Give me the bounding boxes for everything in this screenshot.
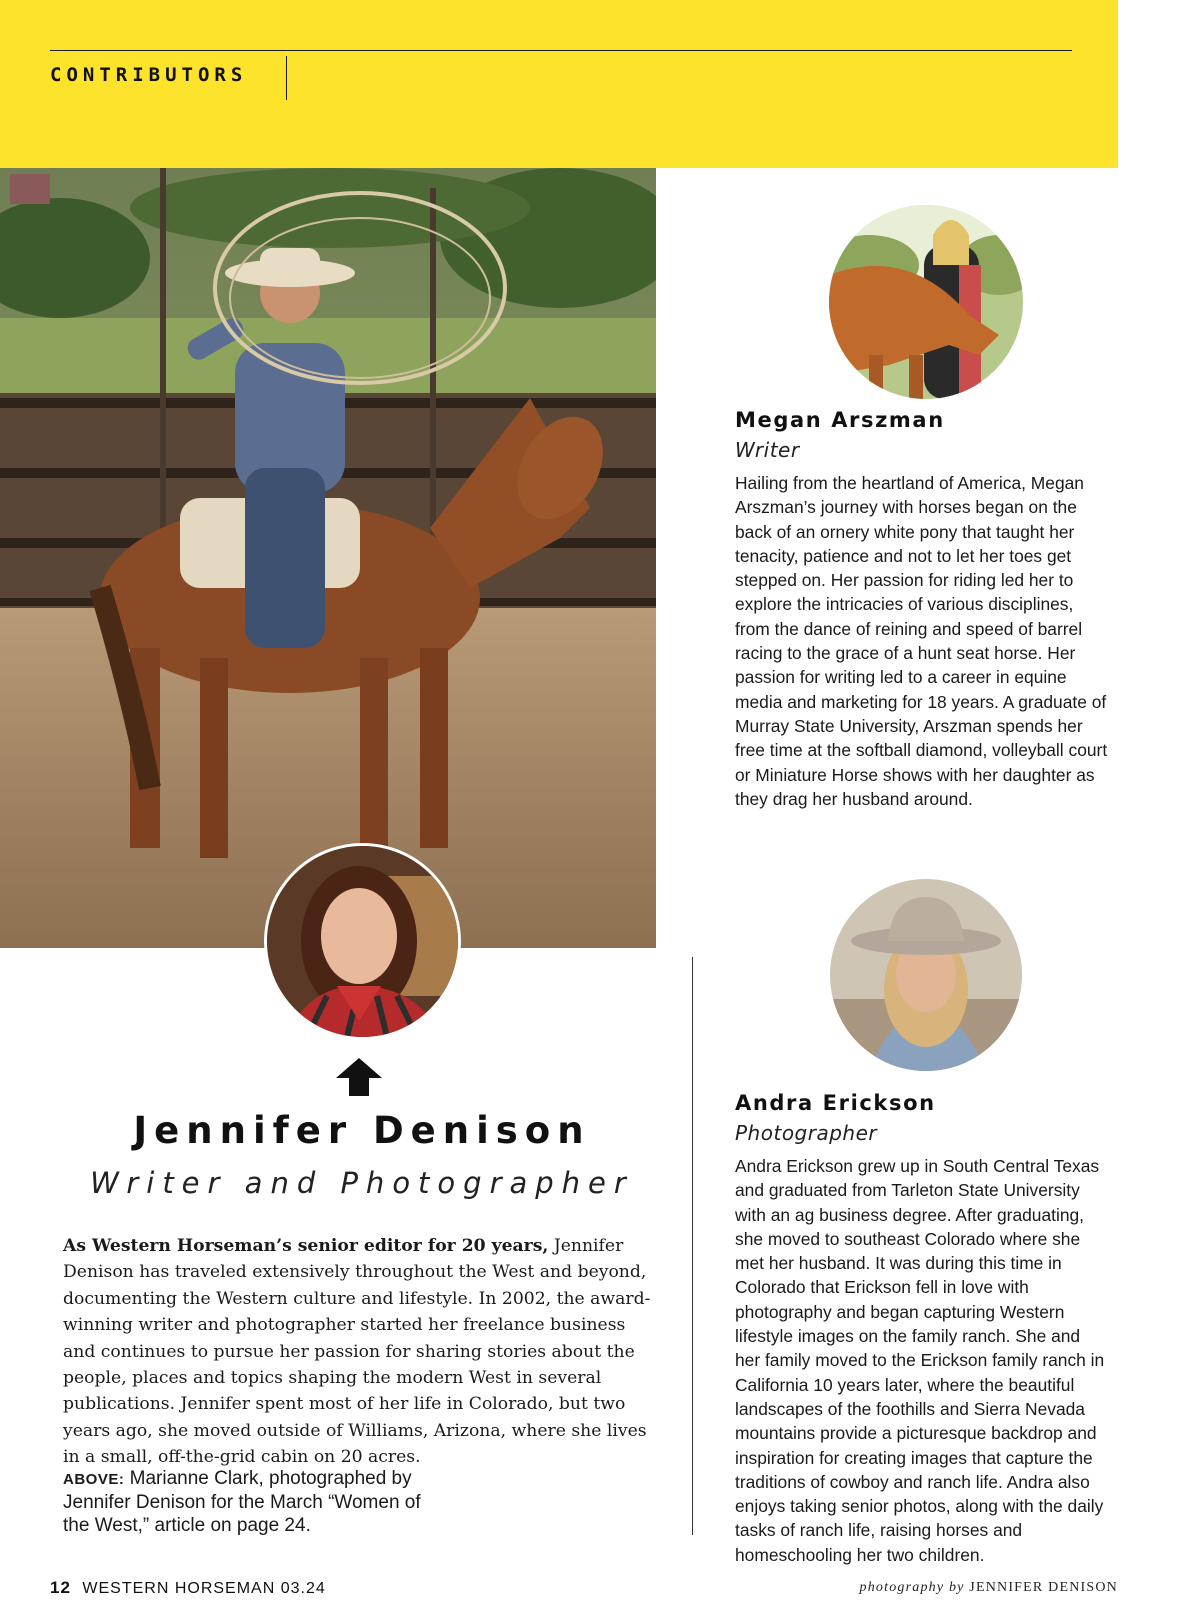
caption-text: Marianne Clark, photographed by Jennifer Denison for the March “Women of the West,” article on page 24. [63,1468,421,1536]
footer-folio [50,1578,326,1598]
contributor-bio-megan: Hailing from the heartland of America, Megan Arszman’s journey with horses began on the back of an ornery white pony that taught her tenacity, patience and not to let her toes get stepped on. Her passion for riding led her to explore the intricacies of various disciplines, from the dance of reining and speed of barrel racing to the grace of a hunt seat horse. Her passion for writing led to a career in equine media and marketing for 18 years. A graduate of Murray State University, Arszman spends her free time at the softball diamond, volleyball court or Miniature Horse shows with her daughter as they drag her husband around. [735,473,1108,809]
contributor-name-megan: Megan Arszman [735,408,945,432]
header-divider [286,56,287,100]
main-contributor-bio [63,1233,663,1471]
portrait-megan-arszman [829,205,1023,399]
photo-credit-name: JENNIFER DENISON [969,1580,1118,1595]
publication-name: WESTERN HORSEMAN [82,1580,276,1597]
main-contributor-role: Writer and Photographer [90,1166,634,1200]
bio-rest: Jennifer Denison has traveled extensively throughout the West and beyond, documenting the Western culture and lifestyle. In 2002, the award-winning writer and photographer started her freelance business and continues to pursue her passion for sharing stories about the people, places and topics shaping the modern West in several publications. Jennifer spent most of her life in Colorado, but two years ago, she moved outside of Williams, Arizona, where she lives in a small, off-the-grid cabin on 20 acres. [63,1236,651,1468]
page-number: 12 [50,1578,71,1597]
photo-credit [860,1580,1118,1596]
section-label: CONTRIBUTORS [50,64,248,86]
caption-label: ABOVE: [63,1471,125,1488]
hero-photo-roper [0,168,656,948]
photo-caption [63,1467,443,1537]
header-rule [50,50,1072,51]
issue-date: 03.24 [280,1580,326,1597]
contributor-name-andra: Andra Erickson [735,1091,936,1115]
contributor-bio-andra: Andra Erickson grew up in South Central Texas and graduated from Tarleton State University with an ag business degree. After graduating, she moved to southeast Colorado where she met her husband. It was during this time in Colorado that Erickson fell in love with photography and began capturing Western lifestyle images on the family ranch. She and her family moved to the Erickson family ranch in California 10 years later, where the beautiful landscapes of the foothills and Sierra Nevada mountains provide a picturesque backdrop and inspiration for creating images that capture the traditions of cowboy and ranch life. Andra also enjoys taking senior photos, along with the daily tasks of ranch life, raising horses and homeschooling her two children. [735,1156,1105,1565]
contributor-role-andra: Photographer [735,1121,878,1145]
main-contributor-name: Jennifer Denison [133,1109,591,1152]
bio-lead: As Western Horseman’s senior editor for 20 years, [63,1236,549,1256]
photo-credit-lead: photography by [859,1580,965,1595]
contributor-role-megan: Writer [735,438,800,462]
portrait-andra-erickson [830,879,1022,1071]
portrait-jennifer-denison [264,843,461,1040]
column-divider [692,957,693,1535]
